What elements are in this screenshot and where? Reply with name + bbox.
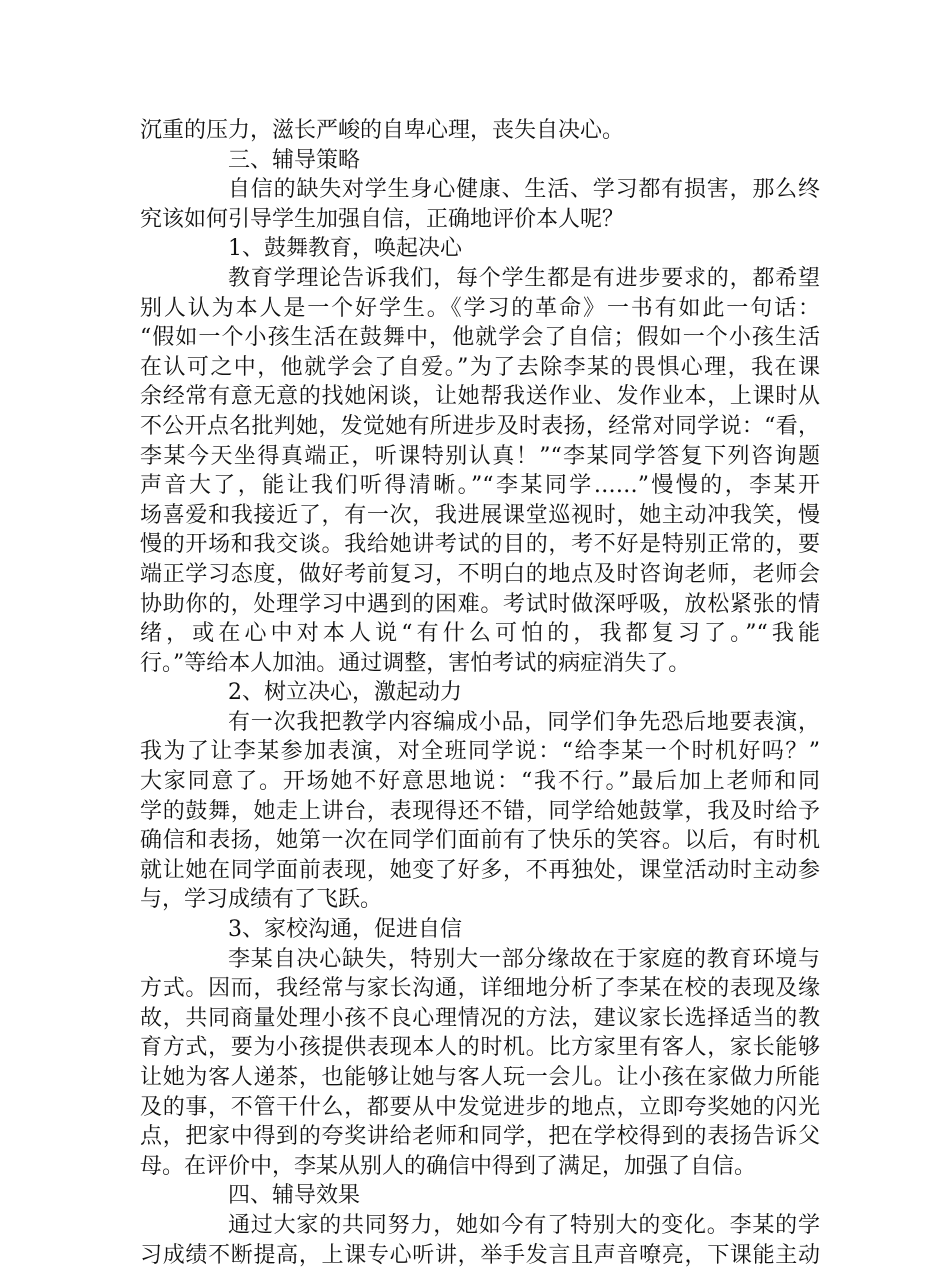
document-page [140,116,820,1270]
text-line: “假如一个小孩生活在鼓舞中，他就学会了自信；假如一个小孩生活 [140,325,820,351]
text-line: 育方式，要为小孩提供表现本人的时机。比方家里有客人，家长能够 [140,1035,820,1061]
text-line: 通过大家的共同努力，她如今有了特别大的变化。李某的学 [228,1212,820,1238]
text-line: 学的鼓舞，她走上讲台，表现得还不错，同学给她鼓掌，我及时给予 [140,798,820,824]
text-line: 李某自决心缺失，特别大一部分缘故在于家庭的教育环境与 [228,946,820,972]
text-line: 母。在评价中，李某从别人的确信中得到了满足，加强了自信。 [140,1153,757,1179]
text-line: 别人认为本人是一个好学生。《学习的革命》一书有如此一句话： [140,295,820,321]
text-line: 沉重的压力，滋长严峻的自卑心理，丧失自决心。 [140,118,625,143]
text-line: 自信的缺失对学生身心健康、生活、学习都有损害，那么终 [228,177,820,203]
text-line: 四、辅导效果 [228,1183,361,1209]
text-line: 确信和表扬，她第一次在同学们面前有了快乐的笑容。以后，有时机 [140,828,820,854]
text-line: 有一次我把教学内容编成小品，同学们争先恐后地要表演， [228,709,820,735]
text-line: 声音大了，能让我们听得清晰。”“李某同学……”慢慢的，李某开 [140,473,820,499]
text-line: 方式。因而，我经常与家长沟通，详细地分析了李某在校的表现及缘 [140,976,820,1002]
text-line: 3、家校沟通，促进自信 [228,917,462,943]
text-line: 点，把家中得到的夸奖讲给老师和同学，把在学校得到的表扬告诉父 [140,1124,820,1150]
text-line: 慢的开场和我交谈。我给她讲考试的目的，考不好是特别正常的，要 [140,532,820,558]
text-line: 李某今天坐得真端正，听课特别认真！”“李某同学答复下列咨询题 [140,443,820,469]
text-line: 端正学习态度，做好考前复习，不明白的地点及时咨询老师，老师会 [140,561,820,587]
text-line: 究该如何引导学生加强自信，正确地评价本人呢？ [140,206,625,232]
text-line: 就让她在同学面前表现，她变了好多，不再独处，课堂活动时主动参 [140,857,820,883]
text-line: 在认可之中，他就学会了自爱。”为了去除李某的畏惧心理，我在课 [140,354,820,380]
text-line: 大家同意了。开场她不好意思地说：“我不行。”最后加上老师和同 [140,769,820,795]
text-line: 教育学理论告诉我们，每个学生都是有进步要求的，都希望 [228,265,820,291]
text-line: 三、辅导策略 [228,147,361,173]
text-line: 不公开点名批判她，发觉她有所进步及时表扬，经常对同学说：“看， [140,413,820,439]
text-line: 故，共同商量处理小孩不良心理情况的方法，建议家长选择适当的教 [140,1005,820,1031]
text-line: 场喜爱和我接近了，有一次，我进展课堂巡视时，她主动冲我笑，慢 [140,502,820,528]
text-line: 1、鼓舞教育，唤起决心 [228,236,462,262]
text-line: 我为了让李某参加表演，对全班同学说：“给李某一个时机好吗？” [140,739,820,765]
text-line: 协助你的，处理学习中遇到的困难。考试时做深呼吸，放松紧张的情 [140,591,820,617]
text-line: 2、树立决心，激起动力 [228,680,462,706]
text-line: 习成绩不断提高，上课专心听讲，举手发言且声音嘹亮，下课能主动 [140,1242,820,1268]
text-line: 让她为客人递茶，也能够让她与客人玩一会儿。让小孩在家做力所能 [140,1065,820,1090]
text-line: 绪，或在心中对本人说“有什么可怕的，我都复习了。”“我能 [140,621,820,647]
text-line: 行。”等给本人加油。通过调整，害怕考试的病症消失了。 [140,650,691,676]
text-line: 与，学习成绩有了飞跃。 [140,887,383,913]
text-line: 及的事，不管干什么，都要从中发觉进步的地点，立即夸奖她的闪光 [140,1094,820,1120]
text-line: 余经常有意无意的找她闲谈，让她帮我送作业、发作业本，上课时从 [140,384,820,410]
